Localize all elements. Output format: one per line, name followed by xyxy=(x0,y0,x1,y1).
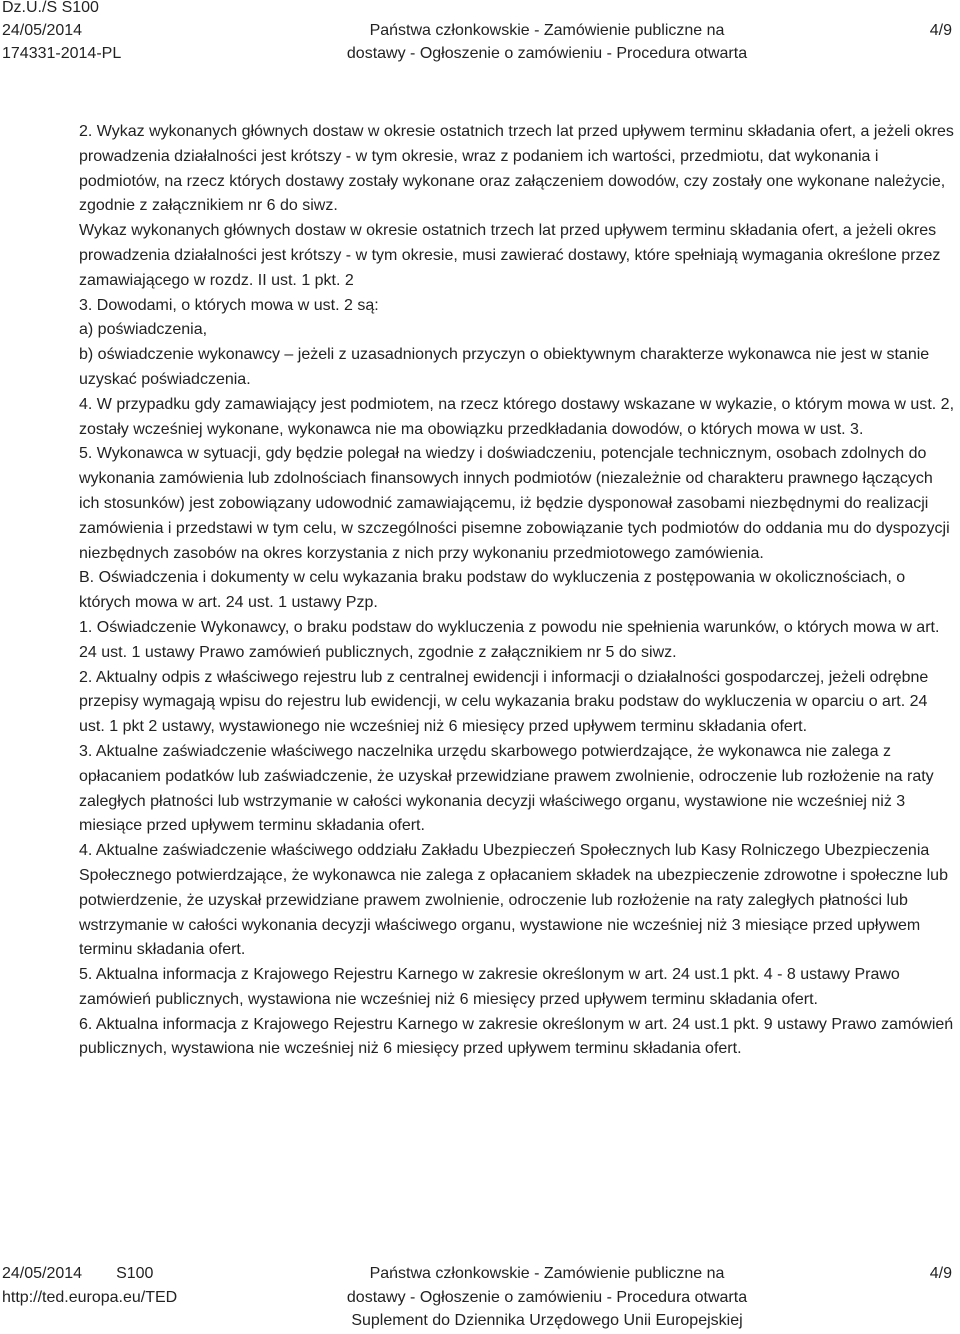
paragraph: B. Oświadczenia i dokumenty w celu wykazania braku podstaw do wykluczenia z postępowania w okolicznościach, o których mowa w art. 24 ust. 1 ustawy Pzp. xyxy=(79,569,906,612)
header-date: 24/05/2014 xyxy=(2,22,83,39)
header-left-block xyxy=(2,0,121,65)
paragraph: 6. Aktualna informacja z Krajowego Rejestru Karnego w zakresie określonym w art. 24 ust.1 pkt. 9 ustawy Prawo zamówień publicznych, wystawiona nie wcześniej niż 6 miesięcy przed upływem terminu składania ofert. xyxy=(79,1015,954,1058)
header-page-block xyxy=(930,19,952,42)
paragraph: 5. Wykonawca w sytuacji, gdy będzie polegał na wiedzy i doświadczeniu, potencjale technicznym, osobach zdolnych do wykonania zamówienia lub zdolnościach finansowych innych podmiotów (niezależnie od charakteru prawnego łączących ich stosunków) jest zobowiązany udowodnić zamawiającemu, iż będzie dysponował zasobami niezbędnymi do realizacji zamówienia i przedstawi w tym celu, w szczególności pisemne zobowiązanie tych podmiotów do oddania mu do dyspozycji niezbędnych zasobów na okres korzystania z nich przy wykonaniu przedmiotowego zamówienia. xyxy=(79,445,950,562)
header-page-number: 4/9 xyxy=(929,22,952,39)
header-doc-code: Dz.U./S S100 xyxy=(2,0,99,16)
footer-title-line-3: Suplement do Dziennika Urzędowego Unii Europejskiej xyxy=(351,1312,743,1329)
paragraph: 1. Oświadczenie Wykonawcy, o braku podstaw do wykluczenia z powodu nie spełnienia warunków, o których mowa w art. 24 ust. 1 ustawy Prawo zamówień publicznych, zgodnie z załącznikiem nr 5 do siwz. xyxy=(79,618,940,661)
page-header xyxy=(0,0,960,72)
footer-url: http://ted.europa.eu/TED xyxy=(2,1288,178,1306)
header-title-block xyxy=(312,19,782,65)
footer-page-block xyxy=(930,1262,952,1286)
paragraph: 3. Aktualne zaświadczenie właściwego naczelnika urzędu skarbowego potwierdzające, że wykonawca nie zalega z opłacaniem podatków lub zaświadczenie, że uzyskał przewidziane prawem zwolnienie, odroczenie lub rozłożenie na raty zaległych płatności lub wstrzymanie w całości wykonania decyzji właściwego organu, wystawione nie wcześniej niż 3 miesiące przed upływem terminu składania ofert. xyxy=(79,742,934,835)
paragraph: 3. Dowodami, o których mowa w ust. 2 są: xyxy=(79,296,379,314)
footer-title-line-1: Państwa członkowskie - Zamówienie publiczne na xyxy=(369,1265,725,1282)
paragraph: 2. Aktualny odpis z właściwego rejestru lub z centralnej ewidencji i informacji o działalności gospodarczej, jeżeli odrębne przepisy wymagają wpisu do rejestru lub ewidencji, w celu wykazania braku podstaw do wykluczenia w oparciu o art. 24 ust. 1 pkt 2 ustawy, wystawionego nie wcześniej niż 6 miesięcy przed upływem terminu składania ofert. xyxy=(79,668,929,736)
paragraph: a) poświadczenia, xyxy=(79,321,208,339)
header-title-line-2: dostawy - Ogłoszenie o zamówieniu - Procedura otwarta xyxy=(346,45,748,62)
paragraph: 4. W przypadku gdy zamawiający jest podmiotem, na rzecz którego dostawy wskazane w wykazie, o którym mowa w ust. 2, zostały wcześniej wykonane, wykonawca nie ma obowiązku przedkładania dowodów, o których mowa w ust. 3. xyxy=(79,395,955,438)
header-notice-id: 174331-2014-PL xyxy=(2,45,122,62)
footer-date-series-line xyxy=(2,1262,177,1286)
header-title-line-1: Państwa członkowskie - Zamówienie publiczne na xyxy=(369,22,725,39)
footer-series: S100 xyxy=(116,1265,154,1282)
paragraph: b) oświadczenie wykonawcy – jeżeli z uzasadnionych przyczyn o obiektywnym charakterze wykonawca nie jest w stanie uzyskać poświadczenia. xyxy=(79,346,930,388)
document-body xyxy=(79,120,954,1062)
footer-left-block xyxy=(2,1262,177,1309)
paragraph: 4. Aktualne zaświadczenie właściwego oddziału Zakładu Ubezpieczeń Społecznych lub Kasy Rolniczego Ubezpieczenia Społecznego potwierdzające, że wykonawca nie zalega z opłacaniem składek na ubezpieczenie zdrowotne i społeczne lub potwierdzenie, że uzyskał przewidziane prawem zwolnienie, odroczenie lub rozłożenie na raty zaległych płatności lub wstrzymanie w całości wykonania decyzji właściwego organu, wystawione nie wcześniej niż 3 miesiące przed upływem terminu składania ofert. xyxy=(79,842,948,959)
paragraph: 2. Wykaz wykonanych głównych dostaw w okresie ostatnich trzech lat przed upływem terminu składania ofert, a jeżeli okres prowadzenia działalności jest krótszy - w tym okresie, wraz z podaniem ich wartości, przedmiotu, dat wykonania i podmiotów, na rzecz których dostawy zostały wykonane oraz załączeniem dowodów, czy zostały one wykonane należycie, zgodnie z załącznikiem nr 6 do siwz. xyxy=(79,123,954,215)
footer-title-line-2: dostawy - Ogłoszenie o zamówieniu - Procedura otwarta xyxy=(346,1288,748,1306)
footer-date: 24/05/2014 xyxy=(2,1265,83,1282)
paragraph: 5. Aktualna informacja z Krajowego Rejestru Karnego w zakresie określonym w art. 24 ust.1 pkt. 4 - 8 ustawy Prawo zamówień publicznych, wystawiona nie wcześniej niż 6 miesięcy przed upływem terminu składania ofert. xyxy=(79,966,900,1008)
footer-title-block xyxy=(262,1262,832,1333)
paragraph: Wykaz wykonanych głównych dostaw w okresie ostatnich trzech lat przed upływem terminu składania ofert, a jeżeli okres prowadzenia działalności jest krótszy - w tym okresie, musi zawierać dostawy, które spełniają wymagania określone przez zamawiającego w rozdz. II ust. 1 pkt. 2 xyxy=(79,222,941,289)
footer-page-number: 4/9 xyxy=(929,1265,952,1282)
page-footer xyxy=(0,1262,960,1334)
